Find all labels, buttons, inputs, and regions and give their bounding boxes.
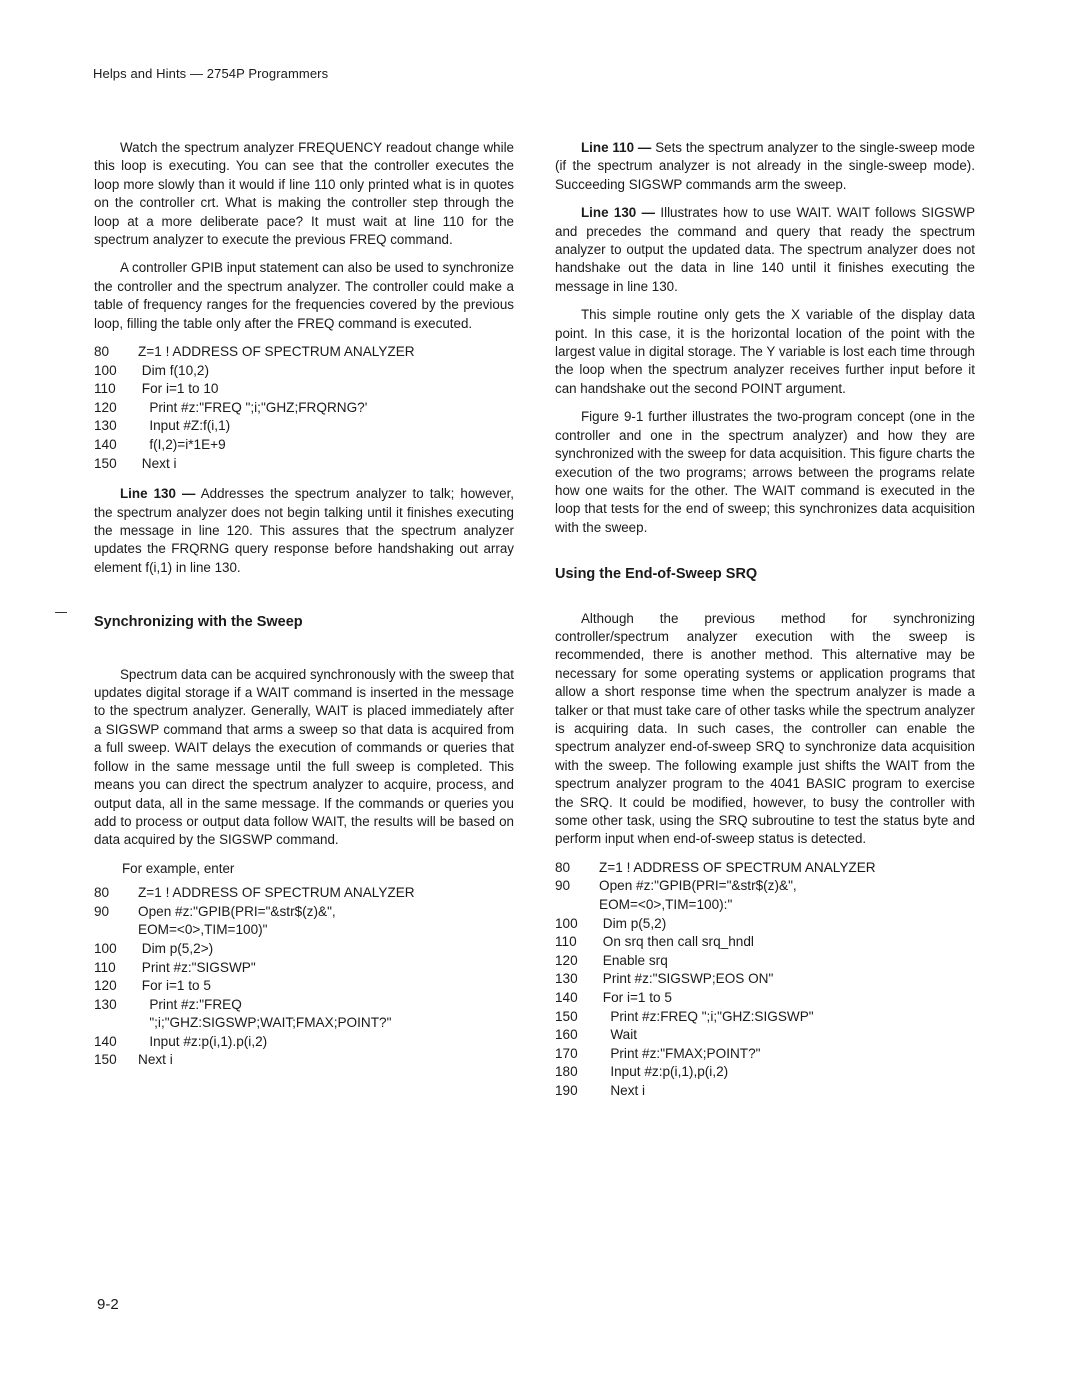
running-head: Helps and Hints — 2754P Programmers (93, 66, 329, 81)
code-line (555, 896, 975, 915)
line-number: 130 (555, 971, 578, 987)
code-line (94, 343, 514, 362)
code-text: Print #z:FREQ ";i;"GHZ:SIGSWP" (599, 1008, 814, 1024)
line-number: 190 (555, 1082, 578, 1098)
line-number: 130 (94, 996, 117, 1012)
line-number (94, 921, 138, 940)
code-line (94, 362, 514, 381)
code-text: Print #z:"SIGSWP" (138, 959, 256, 975)
line-number: 180 (555, 1064, 578, 1080)
line-number: 150 (555, 1008, 578, 1024)
code-text: Dim p(5,2) (599, 915, 667, 931)
code-text: For i=1 to 5 (599, 989, 672, 1005)
page-number: 9-2 (97, 1296, 119, 1313)
code-line (94, 455, 514, 474)
code-text: Dim p(5,2>) (138, 940, 214, 956)
line-number: 110 (94, 959, 116, 975)
code-line (555, 1063, 975, 1082)
paragraph: Watch the spectrum analyzer FREQUENCY readout change while this loop is executing. You can see that the controller executes the loop more slowly than it would if line 110 only printed what is in quotes on the controller crt. What is making the controller step through the loop at a more deliberate pace? It must wait at line 110 for the spectrum analyzer to execute the previous FREQ command. (94, 140, 514, 248)
paragraph: Line 130 — Addresses the spectrum analyzer to talk; however, the spectrum analyzer does not begin talking until it finishes executing the message in line 120. This assures that the spectrum analyzer updates the FRQRNG query response before handshaking out array element f(i,1) in line 130. (94, 486, 515, 575)
code-line (94, 903, 514, 922)
code-text: Open #z:"GPIB(PRI="&str$(z)&", (138, 903, 336, 919)
code-line (94, 1033, 514, 1052)
code-text: Dim f(10,2) (138, 362, 210, 378)
line-number: 150 (94, 455, 117, 471)
code-line (555, 952, 975, 971)
line-number: 150 (94, 1052, 117, 1068)
paragraph: Figure 9-1 further illustrates the two-program concept (one in the controller and one in the spectrum analyzer) and how they are synchronized with the sweep for data acquisition. This figure charts the execution of the two programs; arrows between the programs relate how one waits for the other. The WAIT command is executed in the loop that tests for the end of sweep; this synchronizes data acquisition with the sweep. (555, 409, 975, 535)
code-line (94, 959, 514, 978)
code-listing-2 (94, 884, 514, 1070)
code-text: For i=1 to 10 (138, 381, 219, 397)
code-text: EOM=<0>,TIM=100)" (138, 922, 268, 938)
code-text: Print #z:"SIGSWP;EOS ON" (599, 971, 774, 987)
line-number: 120 (555, 952, 578, 968)
code-line (555, 1045, 975, 1064)
code-line (94, 1051, 514, 1070)
line-number: 100 (94, 362, 117, 378)
line-number: 140 (94, 1033, 117, 1049)
code-text: Wait (599, 1027, 638, 1043)
section-heading: Using the End-of-Sweep SRQ (555, 566, 758, 583)
code-line (94, 940, 514, 959)
code-line (555, 1026, 975, 1045)
code-text: Input #z:p(i,1),p(i,2) (599, 1064, 729, 1080)
code-line (94, 1014, 514, 1033)
code-line (555, 970, 975, 989)
code-line (555, 989, 975, 1008)
code-text: EOM=<0>,TIM=100):" (599, 897, 733, 912)
example-intro: For example, enter (122, 860, 235, 876)
line-number: 80 (94, 885, 110, 901)
line-number: 100 (555, 915, 578, 931)
code-text: Open #z:"GPIB(PRI="&str$(z)&", (599, 878, 797, 894)
line-ref-lead: Line 130 — (120, 486, 196, 502)
line-number: 140 (94, 437, 117, 453)
code-text: Z=1 ! ADDRESS OF SPECTRUM ANALYZER (599, 859, 876, 875)
code-text: Z=1 ! ADDRESS OF SPECTRUM ANALYZER (138, 885, 415, 901)
code-line (94, 977, 514, 996)
line-number: 100 (94, 940, 117, 956)
code-line (94, 399, 514, 418)
code-line (94, 996, 514, 1015)
code-line (555, 1008, 975, 1027)
code-line (94, 417, 514, 436)
code-text: Input #Z:f(i,1) (138, 418, 231, 434)
line-number: 90 (555, 878, 571, 894)
line-number (94, 1014, 138, 1033)
code-text: Next i (138, 455, 177, 471)
code-text: ";i;"GHZ:SIGSWP;WAIT;FMAX;POINT?" (138, 1015, 392, 1031)
line-number: 110 (555, 934, 577, 950)
code-line (94, 380, 514, 399)
line-number: 140 (555, 989, 578, 1005)
code-line (94, 884, 514, 903)
left-column (94, 139, 514, 1082)
line-number (555, 896, 599, 915)
code-line (555, 877, 975, 896)
paragraph: Line 130 — Illustrates how to use WAIT. WAIT follows SIGSWP and precedes the command and query that ready the spectrum analyzer to output the updated data. The spectrum analyzer does not handshake out the data in line 140 until it finishes executing the message in line 130. (555, 205, 976, 294)
code-text: Enable srq (599, 952, 668, 968)
line-number: 90 (94, 903, 110, 919)
code-text: Next i (138, 1052, 173, 1068)
paragraph: This simple routine only gets the X variable of the display data point. In this case, it is the horizontal location of the point with the largest value in digital storage. The Y variable is lost each time through the loop when the spectrum analyzer receives further input before it can handshake out the second POINT argument. (555, 307, 975, 396)
code-line (94, 921, 514, 940)
code-text: Input #z:p(i,1).p(i,2) (138, 1033, 268, 1049)
paragraph: Although the previous method for synchronizing controller/spectrum analyzer execution with the sweep is recommended, there is another method. This alternative may be necessary for some operating systems or application programs that allow a short response time when the spectrum analyzer is made a talker or that must take care of other tasks while the spectrum analyzer is acquiring data. In such cases, the controller can enable the spectrum analyzer end-of-sweep SRQ to synchronize data acquisition with the sweep. The following example just shifts the WAIT from the spectrum analyzer program to the 4041 BASIC program to exercise the SRQ. It could be modified, however, to busy the controller with some other task, using the SRQ subroutine to test the status byte and perform input when end-of-sweep status is detected. (555, 610, 975, 847)
code-listing-1 (94, 343, 514, 473)
line-number: 110 (94, 381, 116, 397)
code-text: On srq then call srq_hndl (599, 934, 754, 950)
line-number: 120 (94, 399, 117, 415)
code-text: For i=1 to 5 (138, 978, 211, 994)
code-line (555, 1082, 975, 1101)
line-ref-lead: Line 110 — (581, 140, 652, 155)
code-text: Print #z:"FREQ (138, 996, 242, 1012)
code-text: Z=1 ! ADDRESS OF SPECTRUM ANALYZER (138, 344, 415, 360)
code-text: Print #z:"FMAX;POINT?" (599, 1045, 761, 1061)
paragraph: Spectrum data can be acquired synchronously with the sweep that updates digital storage if a WAIT command is inserted in the message to the spectrum analyzer. Generally, WAIT is placed immediately after a SIGSWP command that arms a sweep so that data is acquired from a full sweep. WAIT delays the execution of commands or queries that follow in the same message until the full sweep is completed. This means you can direct the spectrum analyzer to acquire, process, and output data, all in the same message. If the commands or queries you add to process or output data follow WAIT, the results will be based on data acquired by the SIGSWP command. (94, 666, 514, 848)
line-number: 160 (555, 1027, 578, 1043)
code-text: Next i (599, 1082, 646, 1098)
code-text: f(I,2)=i*1E+9 (138, 437, 226, 453)
line-ref-lead: Line 130 — (581, 205, 655, 221)
section-heading: Synchronizing with the Sweep (94, 614, 303, 631)
margin-change-bar (55, 612, 67, 613)
code-text: Print #z:"FREQ ";i;"GHZ;FRQRNG?' (138, 399, 368, 415)
line-number: 120 (94, 978, 117, 994)
line-number: 80 (94, 344, 110, 360)
code-line (94, 436, 514, 455)
paragraph: A controller GPIB input statement can also be used to synchronize the controller and the spectrum analyzer. The controller could make a table of frequency ranges for the frequencies covered by the previous loop, filling the table only after the FREQ command is executed. (94, 260, 514, 331)
code-line (555, 859, 975, 878)
line-number: 130 (94, 418, 117, 434)
line-number: 80 (555, 859, 571, 875)
paragraph: Line 110 — Sets the spectrum analyzer to the single-sweep mode (if the spectrum analyzer is not already in the single-sweep mode). Succeeding SIGSWP commands arm the sweep. (555, 140, 975, 192)
code-line (555, 915, 975, 934)
line-number: 170 (555, 1045, 578, 1061)
code-line (555, 933, 975, 952)
right-column (555, 139, 975, 1113)
code-listing-3 (555, 859, 975, 1101)
